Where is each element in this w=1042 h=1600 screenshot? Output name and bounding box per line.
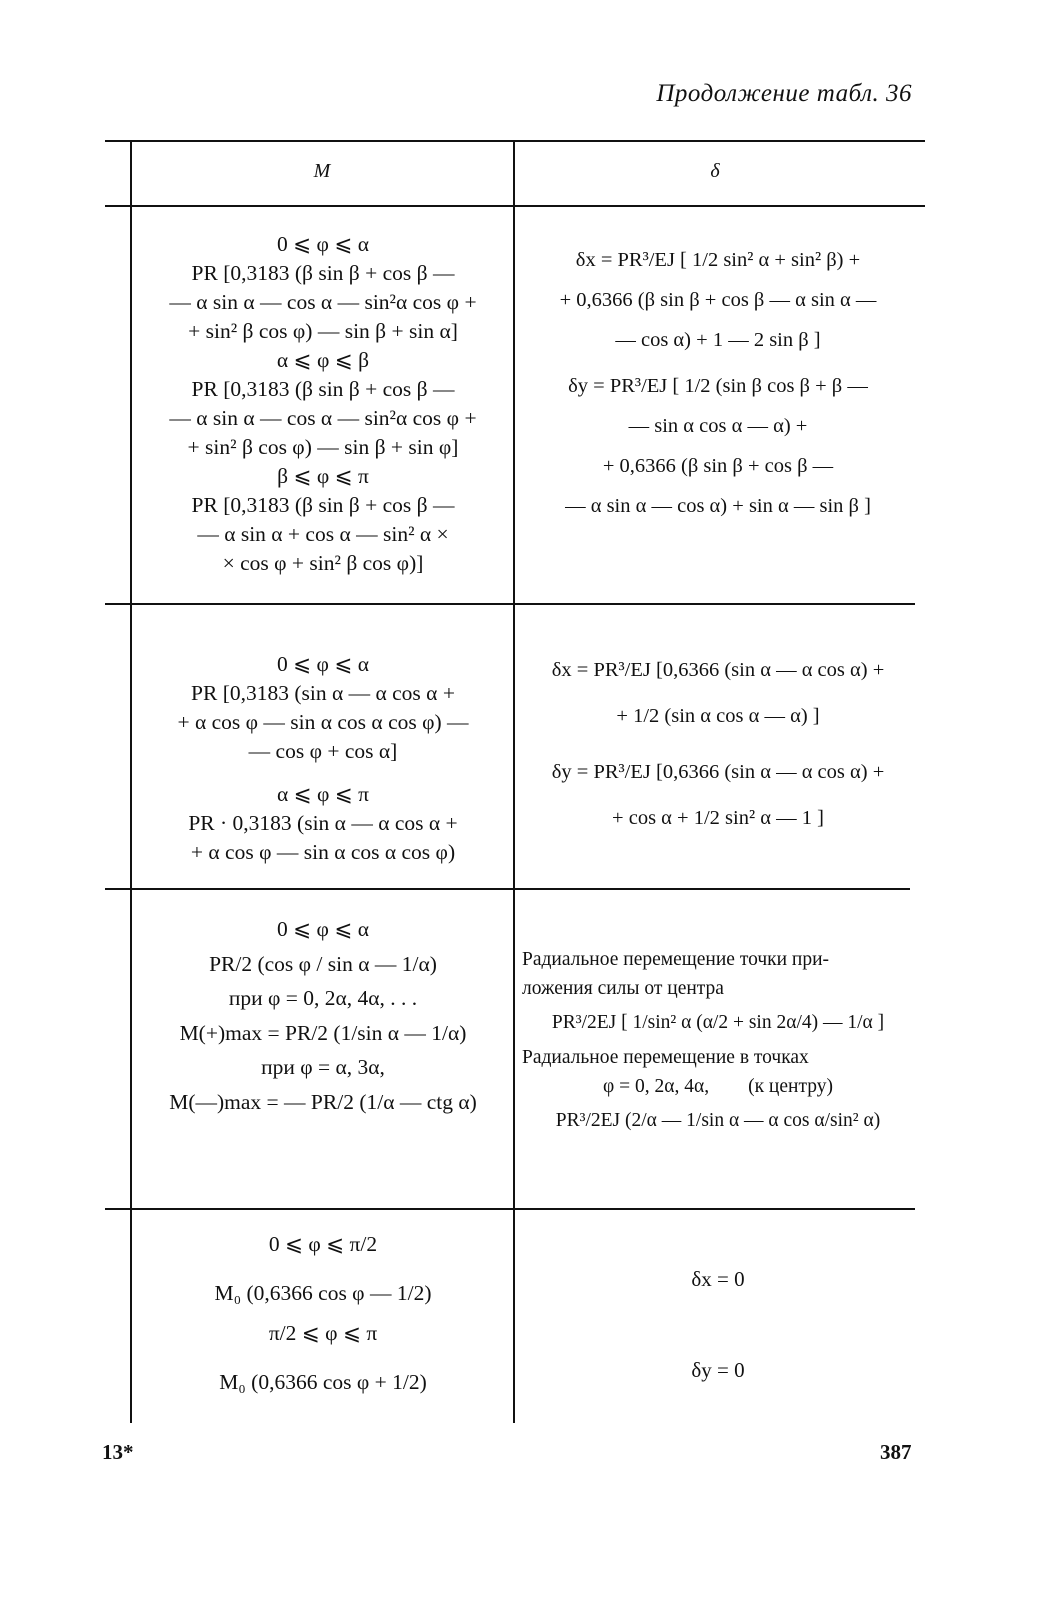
formula-line: M(+)max = PR/2 (1/sin α — 1/α) <box>179 1021 467 1045</box>
formula-line: + 0,6366 (β sin β + cos β — <box>602 455 834 477</box>
formula-line: + cos α + 1/2 sin² α — 1 ] <box>612 807 824 829</box>
row1-m-cell <box>135 230 511 578</box>
text-line: Радиальное перемещение в точках <box>522 1047 809 1068</box>
formula-line: 0 ⩽ φ ⩽ α <box>277 232 369 256</box>
formula-line: при φ = 0, 2α, 4α, . . . <box>228 986 418 1010</box>
formula-line: PR · 0,3183 (sin α — α cos α + <box>188 811 458 835</box>
formula-line: δx = PR³/EJ [ 1/2 sin² α + sin² β) + <box>575 249 861 271</box>
formula-line: 0 ⩽ φ ⩽ α <box>277 652 369 676</box>
formula-line: × cos φ + sin² β cos φ)] <box>222 551 424 575</box>
text-line: Радиальное перемещение точки при- <box>522 949 830 970</box>
formula-line: β ⩽ φ ⩽ π <box>277 464 369 488</box>
formula-line: — sin α cos α — α) + <box>628 415 808 437</box>
formula-line: δx = PR³/EJ [0,6366 (sin α — α cos α) + <box>551 659 885 681</box>
formula-line: — cos φ + cos α] <box>248 739 398 763</box>
text-line: ложения силы от центра <box>522 978 724 999</box>
formula-line: M₀ (0,6366 cos φ + 1/2) <box>219 1370 427 1394</box>
row3-bottom-rule <box>105 1208 915 1210</box>
formula-line: — α sin α — cos α — sin²α cos φ + <box>169 290 477 314</box>
row1-bottom-rule <box>105 603 915 605</box>
text-line: φ = 0, 2α, 4α, (к центру) <box>603 1076 833 1097</box>
header-m: M <box>313 160 331 182</box>
formula-line: + 1/2 (sin α cos α — α) ] <box>616 705 820 727</box>
formula-line: + α cos φ — sin α cos α cos φ) <box>190 840 456 864</box>
row4-delta-cell <box>518 1265 918 1385</box>
column-divider <box>513 140 515 1423</box>
formula-line: α ⩽ φ ⩽ π <box>276 782 370 806</box>
row2-delta-cell <box>518 650 918 838</box>
formula-line: — α sin α + cos α — sin² α × <box>197 522 449 546</box>
table-caption: Продолжение табл. 36 <box>656 80 912 107</box>
formula-line: 0 ⩽ φ ⩽ π/2 <box>268 1232 378 1256</box>
header-delta: δ <box>710 160 720 182</box>
formula-line: α ⩽ φ ⩽ β <box>276 348 370 372</box>
row3-delta-cell <box>522 945 914 1141</box>
formula-line: δy = 0 <box>691 1358 745 1382</box>
formula-line: δy = PR³/EJ [0,6366 (sin α — α cos α) + <box>551 761 885 783</box>
formula-line: — cos α) + 1 — 2 sin β ] <box>615 329 821 351</box>
row2-m-cell <box>135 650 511 867</box>
formula-line: + sin² β cos φ) — sin β + sin φ] <box>187 435 459 459</box>
signature-mark: 13* <box>102 1440 134 1464</box>
formula-line: PR [0,3183 (sin α — α cos α + <box>191 681 455 705</box>
formula-line: — α sin α — cos α) + sin α — sin β ] <box>565 495 871 517</box>
formula-line: PR³/2EJ [ 1/sin² α (α/2 + sin 2α/4) — 1/α ] <box>551 1012 885 1033</box>
formula-line: 0 ⩽ φ ⩽ α <box>277 917 369 941</box>
page-number: 387 <box>880 1440 912 1464</box>
formula-line: PR [0,3183 (β sin β + cos β — <box>191 377 455 401</box>
formula-line: — α sin α — cos α — sin²α cos φ + <box>169 406 477 430</box>
formula-line: δy = PR³/EJ [ 1/2 (sin β cos β + β — <box>568 375 868 397</box>
row4-m-cell <box>135 1230 511 1402</box>
formula-line: + 0,6366 (β sin β + cos β — α sin α — <box>559 289 877 311</box>
formula-line: π/2 ⩽ φ ⩽ π <box>268 1321 378 1345</box>
row1-delta-cell <box>518 240 918 526</box>
table-left-border <box>130 140 132 1423</box>
formula-line: PR [0,3183 (β sin β + cos β — <box>191 493 455 517</box>
formula-line: PR³/2EJ (2/α — 1/sin α — α cos α/sin² α) <box>555 1110 881 1131</box>
formula-line: δx = 0 <box>691 1267 745 1291</box>
formula-line: PR [0,3183 (β sin β + cos β — <box>191 261 455 285</box>
formula-line: + sin² β cos φ) — sin β + sin α] <box>188 319 458 343</box>
table-top-rule <box>105 140 925 142</box>
row3-m-cell <box>135 915 511 1122</box>
formula-line: M(—)max = — PR/2 (1/α — ctg α) <box>169 1090 477 1114</box>
header-bottom-rule <box>105 205 925 207</box>
row2-bottom-rule <box>105 888 910 890</box>
formula-line: + α cos φ — sin α cos α cos φ) — <box>177 710 469 734</box>
formula-line: M₀ (0,6366 cos φ — 1/2) <box>214 1281 432 1305</box>
formula-line: PR/2 (cos φ / sin α — 1/α) <box>209 952 437 976</box>
formula-line: при φ = α, 3α, <box>261 1055 385 1079</box>
